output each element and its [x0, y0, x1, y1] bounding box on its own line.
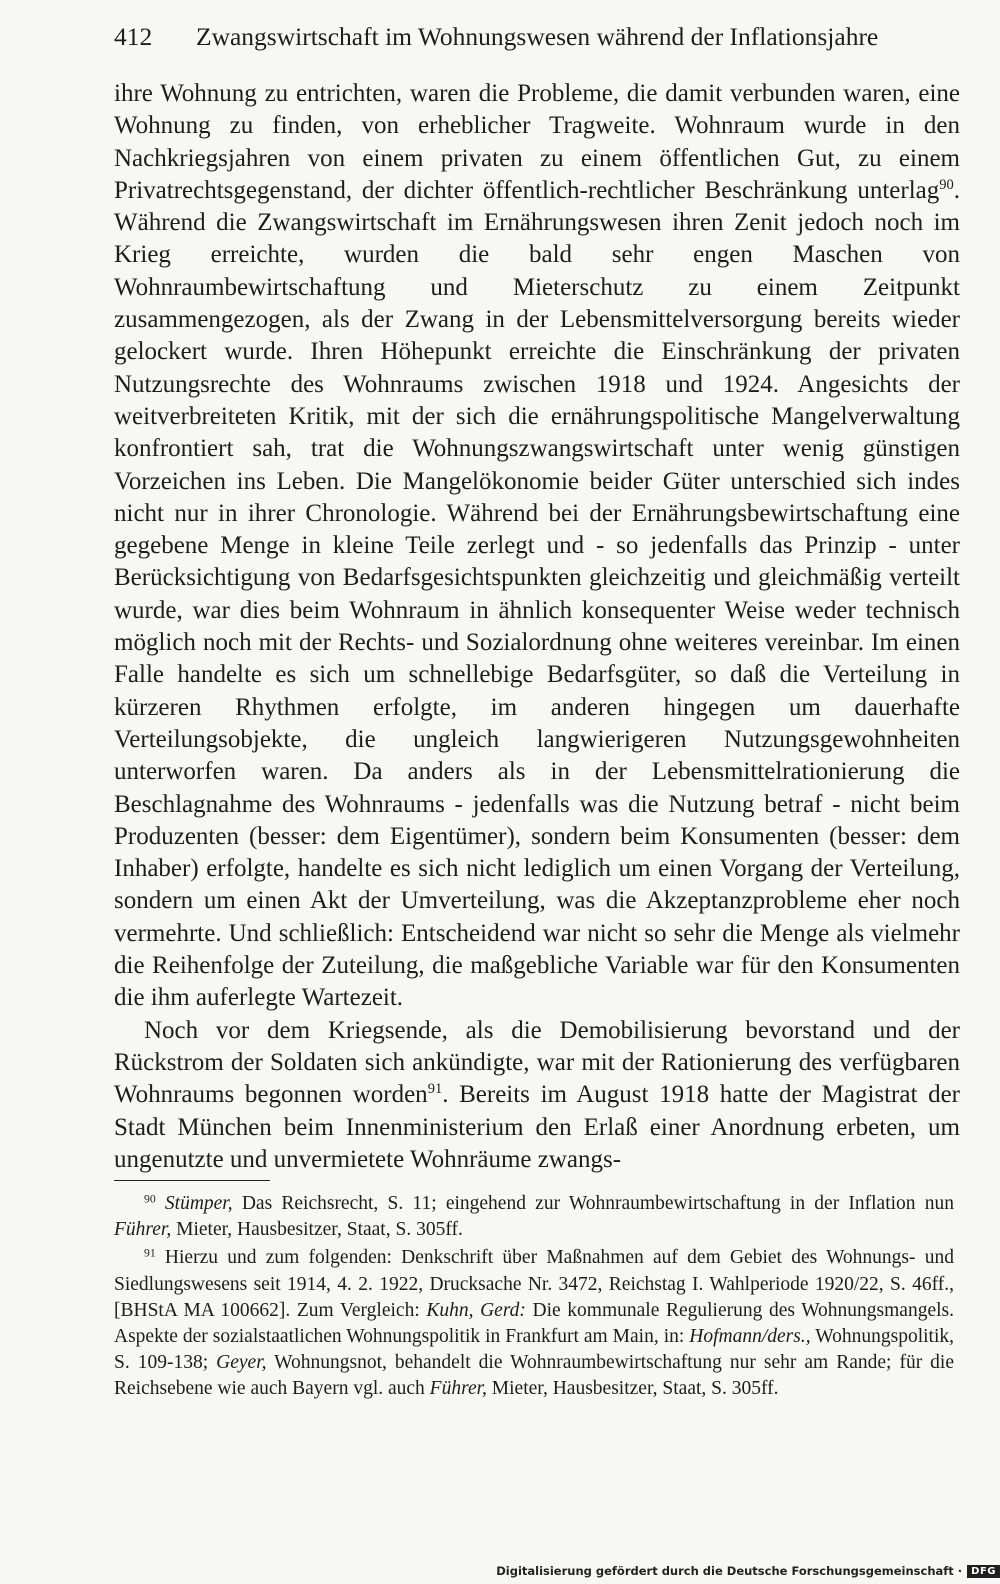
- page-number: 412: [114, 22, 153, 51]
- running-header: [114, 18, 884, 56]
- footnote-91-text-5: Mieter, Hausbesitzer, Staat, S. 305ff.: [486, 1378, 779, 1400]
- footnote-91: [114, 1245, 954, 1402]
- paragraph-2: [114, 1015, 960, 1176]
- footnote-91-text-2: Die kommunale Regulierung des Wohnungsmangels. Aspekte der sozialstaatlichen Wohnungspolitik in Frankfurt am Main, in:: [114, 1299, 955, 1348]
- footnote-91-author-1: Kuhn, Gerd:: [426, 1299, 526, 1321]
- footnote-91-text-3: Wohnungspolitik, S. 109-138;: [114, 1326, 954, 1374]
- footnote-90-text-2: Mieter, Hausbesitzer, Staat, S. 305ff.: [171, 1219, 463, 1241]
- footnote-90-author-2: Führer,: [114, 1219, 172, 1241]
- dfg-logo-icon: DFG: [967, 1565, 1000, 1578]
- footnote-91-text-4: Wohnungsnot, behandelt die Wohnraumbewirtschaftung nur sehr am Rande; für die Reichsebene wie auch Bayern vgl. auch: [114, 1352, 955, 1400]
- footnote-91-author-4: Führer,: [429, 1378, 487, 1400]
- paragraph-1-text-a: ihre Wohnung zu entrichten, waren die Probleme, die damit verbunden waren, eine Wohnung zu finden, von erheblicher Tragweite. Wohnraum wurde in den Nachkriegsjahren von einem privaten zu einem öffentlichen Gut, zu einem Privatrechtsgegenstand, der dichter öffentlich-rechtlicher Beschränkung unterlag: [114, 80, 960, 204]
- footnote-91-author-2: Hofmann/ders.,: [689, 1326, 811, 1348]
- footnote-90: [114, 1191, 954, 1243]
- footnote-90-number: 90: [144, 1192, 156, 1206]
- footnote-91-number: 91: [144, 1246, 156, 1260]
- footnote-ref-91[interactable]: 91: [427, 1081, 443, 1098]
- footnote-ref-90[interactable]: 90: [939, 176, 954, 193]
- footnote-90-author-1: Stümper,: [164, 1193, 233, 1214]
- paragraph-1-text-b: . Während die Zwangswirtschaft im Ernährungswesen ihren Zenit jedoch noch im Krieg erreichte, wurden die bald sehr engen Maschen von Wohnraumbewirtschaftung und Mieterschutz zu einem Zeitpunkt zusammengezogen, als der Zwang in der Lebensmittelversorgung bereits wieder gelockert wurde. Ihren Höhepunkt erreichte die Einschränkung der privaten Nutzungsrechte des Wohnraums zwischen 1918 und 1924. Angesichts der weitverbreiteten Kritik, mit der sich die ernährungspolitische Mangelverwaltung konfrontiert sah, trat die Wohnungszwangswirtschaft unter wenig günstigen Vorzeichen ins Leben. Die Mangelökonomie beider Güter unterschied sich indes nicht nur in ihrer Chronologie. Während bei der Ernährungsbewirtschaftung eine gegebene Menge in kleine Teile zerlegt und - so jedenfalls das Prinzip - unter Berücksichtigung von Bedarfsgesichtspunkten gleichzeitig und gleichmäßig verteilt wurde, war dies beim Wohnraum in ähnlich konsequenter Weise weder technisch möglich noch mit der Rechts- und Sozialordnung ohne weiteres vereinbar. Im einen Falle handelte es sich um schnellebige Bedarfsgüter, so daß die Verteilung in kürzeren Rhythmen erfolgte, im anderen hingegen um dauerhafte Verteilungsobjekte, die ungleich langwierigeren Nutzungsgewohnheiten unterworfen waren. Da anders als in der Lebensmittelrationierung die Beschlagnahme des Wohnraums - jedenfalls was die Nutzung betraf - nicht beim Produzenten (besser: dem Eigentümer), sondern beim Konsumenten (besser: dem Inhaber) erfolgte, handelte es sich nicht lediglich um einen Vorgang der Verteilung, sondern um einen Akt der Umverteilung, was die Akzeptanzprobleme eher noch vermehrte. Und schließlich: Entscheidend war nicht so sehr die Menge als vielmehr die Reihenfolge der Zuteilung, die maßgebliche Variable war für den Konsumenten die ihm auferlegte Wartezeit.: [114, 176, 960, 1012]
- running-title: Zwangswirtschaft im Wohnungswesen während der Inflationsjahre: [196, 22, 879, 51]
- paragraph-2-text-b: . Bereits im August 1918 hatte der Magistrat der Stadt München beim Innenministerium den Erlaß einer Anordnung erbeten, um ungenutzte und unvermietete Wohnräume zwangs-: [114, 1081, 961, 1173]
- digitization-credit: [496, 1561, 1000, 1581]
- paragraph-1: [114, 78, 960, 1015]
- credit-text: Digitalisierung gefördert durch die Deutsche Forschungsgemeinschaft ·: [496, 1564, 963, 1578]
- paragraph-2-text-a: Noch vor dem Kriegsende, als die Demobilisierung bevorstand und der Rückstrom der Soldaten sich ankündigte, war mit der Rationierung des verfügbaren Wohnraums begonnen worden: [114, 1016, 960, 1109]
- footnote-divider: [114, 1180, 270, 1181]
- footnotes: [114, 1191, 954, 1405]
- footnote-91-text-1: Hierzu und zum folgenden: Denkschrift über Maßnahmen auf dem Gebiet des Wohnungs- und Siedlungswesens seit 1914, 4. 2. 1922, Drucksache Nr. 3472, Reichstag I. Wahlperiode 1920/22, S. 46ff., [BHStA MA 100662]. Zum Vergleich:: [114, 1247, 954, 1321]
- footnote-90-text-1: Das Reichsrecht, S. 11; eingehend zur Wohnraumbewirtschaftung in der Inflation nun: [232, 1193, 955, 1214]
- footnote-91-author-3: Geyer,: [216, 1352, 267, 1374]
- body-text: [114, 78, 960, 1176]
